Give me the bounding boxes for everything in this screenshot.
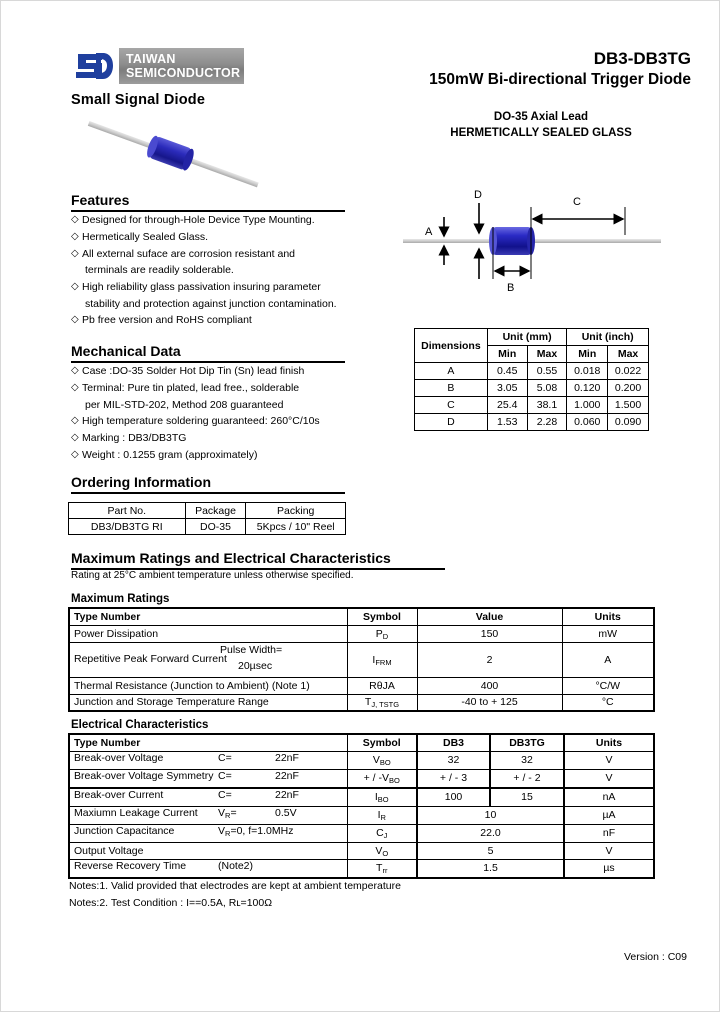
page-title: DB3-DB3TG (593, 49, 691, 68)
product-family-subtitle: Small Signal Diode (71, 92, 206, 108)
table-row (69, 642, 654, 677)
mr-row-name-cell (69, 642, 347, 677)
footnote-1: Notes:1. Valid provided that electrodes are kept at ambient temperature (69, 880, 401, 892)
dim-mm-min: 1.53 (487, 414, 527, 431)
ratings-condition-note: Rating at 25°C ambient temperature unless otherwise specified. (71, 570, 354, 581)
mr-row-units: mW (562, 625, 654, 642)
ec-row-cond-1: $V_R=$ (218, 806, 237, 820)
table-row (69, 751, 654, 769)
ordering-info-heading: Ordering Information (71, 474, 211, 490)
mr-symbol-header: Symbol (347, 608, 417, 625)
ec-units-header: Units (564, 734, 654, 751)
table-row (69, 734, 654, 751)
ec-row-name: Reverse Recovery Time (74, 859, 187, 872)
ec-row-db3: 32 (417, 751, 490, 769)
package-header: Package (185, 503, 246, 519)
table-row (69, 608, 654, 625)
ratings-section-heading: Maximum Ratings and Electrical Characteristics (71, 550, 391, 566)
feature-text-cont: terminals are readily solderable. (85, 264, 234, 277)
diamond-bullet-icon: ◇ (71, 365, 79, 376)
ec-symbol-header: Symbol (347, 734, 417, 751)
electrical-characteristics-table (68, 733, 655, 879)
table-row (415, 414, 649, 431)
features-rule (71, 210, 345, 212)
table-row (415, 397, 649, 414)
ec-row-db3tg: + / - 2 (490, 769, 564, 788)
mr-row-units: °C/W (562, 677, 654, 694)
mr-row-symbol: RθJA (347, 677, 417, 694)
ec-row-name: Junction Capacitance (74, 824, 175, 837)
features-heading: Features (71, 192, 130, 208)
mechanical-text: Weight : 0.1255 gram (approximately) (82, 448, 258, 461)
ec-row-name: Maxiumn Leakage Current (74, 806, 198, 819)
table-row (415, 363, 649, 380)
ec-row-value-merged: 1.5 (417, 859, 564, 878)
ec-row-units: nA (564, 788, 654, 807)
table-row (69, 694, 654, 711)
dim-in-max: 0.090 (608, 414, 649, 431)
table-row (69, 806, 654, 824)
dim-mm-max: 38.1 (527, 397, 567, 414)
logo-wordmark (119, 48, 244, 84)
ec-row-units: nF (564, 824, 654, 842)
mechanical-text: High temperature soldering guaranteed: 260°C/10s (82, 415, 320, 428)
table-row (415, 329, 649, 346)
ec-row-symbol: $I_R$ (347, 806, 417, 824)
mechanical-data-rule (71, 361, 345, 363)
dim-mm-min: 25.4 (487, 397, 527, 414)
package-line-1: DO-35 Axial Lead (493, 111, 589, 123)
mr-value-header: Value (417, 608, 562, 625)
mr-row-symbol: $P_D$ (347, 625, 417, 642)
ec-row-name: Break-over Voltage (74, 751, 164, 764)
table-row (415, 380, 649, 397)
logo-monogram-icon (69, 48, 119, 84)
dim-mm-max: 2.28 (527, 414, 567, 431)
ec-row-symbol: + / $-V_{BO}$ (347, 769, 417, 788)
ec-row-units: V (564, 751, 654, 769)
mechanical-text-cont: per MIL-STD-202, Method 208 guaranteed (85, 398, 284, 411)
ec-type-header: Type Number (69, 734, 347, 751)
ec-row-symbol: $C_J$ (347, 824, 417, 842)
dim-in-min: 0.060 (567, 414, 608, 431)
mr-row-cond-1: Pulse Width= (220, 643, 283, 656)
ec-row-name-cell (69, 824, 347, 842)
ec-row-cond-1: C= (218, 788, 232, 801)
dim-name: C (415, 397, 488, 414)
features-list (71, 213, 361, 330)
ordering-info-rule (71, 492, 345, 494)
ec-row-cond-2: 0.5V (275, 806, 297, 819)
company-logo (69, 48, 244, 84)
list-item (71, 280, 361, 295)
diamond-bullet-icon: ◇ (71, 431, 79, 443)
dim-label-a: A (425, 226, 433, 238)
dim-in-max: 0.022 (608, 363, 649, 380)
package-outline-drawing (403, 183, 661, 301)
page-subtitle: 150mW Bi-directional Trigger Diode (429, 71, 691, 88)
diamond-bullet-icon: ◇ (71, 247, 79, 259)
feature-text: High reliability glass passivation insuring parameter (82, 280, 321, 293)
footnote-2: Notes:2. Test Condition : I==0.5A, Rʟ=100Ω (69, 897, 273, 909)
mechanical-text: Terminal: Pure tin plated, lead free., solderable (82, 381, 300, 394)
diamond-bullet-icon: ◇ (71, 381, 79, 393)
ordering-information-table (68, 502, 346, 535)
dim-mm-max: 5.08 (527, 380, 567, 397)
mr-units-header: Units (562, 608, 654, 625)
mr-row-units: °C (562, 694, 654, 711)
ec-row-symbol: $T_{rr}$ (347, 859, 417, 878)
ec-row-name-cell (69, 788, 347, 807)
table-row (69, 503, 346, 519)
ec-row-name-cell (69, 751, 347, 769)
feature-text: Pb free version and RoHS compliant (82, 314, 252, 327)
document-version: Version : C09 (623, 951, 687, 963)
list-item (71, 414, 361, 429)
dimensions-corner-header: Dimensions (415, 329, 488, 363)
dim-mm-min: 3.05 (487, 380, 527, 397)
dim-mm-max: 0.55 (527, 363, 567, 380)
ec-row-value-merged: 5 (417, 842, 564, 859)
ec-row-name-cell (69, 806, 347, 824)
dimensions-table (414, 328, 649, 431)
package-line-2: HERMETICALLY SEALED GLASS (450, 127, 632, 139)
dim-in-max: 1.500 (608, 397, 649, 414)
diamond-bullet-icon: ◇ (71, 314, 79, 326)
logo-line-2: SEMICONDUCTOR (126, 66, 241, 80)
logo-line-1: TAIWAN (126, 52, 176, 66)
mr-row-value: 2 (417, 642, 562, 677)
mr-row-name: Power Dissipation (69, 625, 347, 642)
dim-in-min: 0.120 (567, 380, 608, 397)
packing-value: 5Kpcs / 10" Reel (246, 519, 346, 535)
list-item (71, 364, 361, 379)
ec-row-name: Break-over Current (74, 788, 164, 801)
ec-row-units: V (564, 842, 654, 859)
table-row (69, 625, 654, 642)
part-no-value: DB3/DB3TG RI (69, 519, 186, 535)
mechanical-text: Case :DO-35 Solder Hot Dip Tin (Sn) lead finish (82, 365, 305, 377)
list-item (71, 448, 361, 463)
part-no-header: Part No. (69, 503, 186, 519)
mr-row-value: 150 (417, 625, 562, 642)
list-item (71, 431, 361, 446)
diamond-bullet-icon: ◇ (71, 214, 79, 225)
feature-text-cont: stability and protection against junction contamination. (85, 297, 337, 310)
mr-row-value: 400 (417, 677, 562, 694)
ec-row-units: µs (564, 859, 654, 878)
ec-row-cond-2: 22nF (275, 769, 299, 782)
list-item (71, 313, 361, 328)
ec-row-cond-2: 22nF (275, 751, 299, 764)
elec-chars-subhead: Electrical Characteristics (71, 719, 209, 731)
dim-in-max: 0.200 (608, 380, 649, 397)
ec-row-cond-1: C= (218, 769, 232, 782)
feature-text: Designed for through-Hole Device Type Mounting. (82, 214, 315, 226)
mm-min-header: Min (487, 346, 527, 363)
ec-row-name-cell (69, 769, 347, 788)
ec-row-cond-1: $V_R=0$, f=1.0MHz (218, 824, 294, 838)
dim-in-min: 1.000 (567, 397, 608, 414)
table-row (69, 859, 654, 878)
table-row (69, 677, 654, 694)
mechanical-data-heading: Mechanical Data (71, 343, 181, 359)
dim-label-d: D (474, 189, 482, 201)
ec-row-symbol: $V_{BO}$ (347, 751, 417, 769)
mechanical-data-list (71, 364, 361, 465)
mr-row-name: Junction and Storage Temperature Range (69, 694, 347, 711)
mm-max-header: Max (527, 346, 567, 363)
ec-row-db3tg: 15 (490, 788, 564, 807)
mr-row-units: A (562, 642, 654, 677)
table-row (69, 519, 346, 535)
page-header (1, 1, 720, 139)
mr-row-value: -40 to + 125 (417, 694, 562, 711)
mr-type-header: Type Number (69, 608, 347, 625)
table-row (69, 824, 654, 842)
ec-row-value-merged: 22.0 (417, 824, 564, 842)
unit-mm-header: Unit (mm) (487, 329, 567, 346)
ec-row-cond-2: 22nF (275, 788, 299, 801)
mr-row-name: Thermal Resistance (Junction to Ambient) (Note 1) (69, 677, 347, 694)
feature-text: All external suface are corrosion resistant and (82, 247, 296, 260)
ec-row-value-merged: 10 (417, 806, 564, 824)
ec-row-symbol: $V_O$ (347, 842, 417, 859)
table-row (69, 788, 654, 807)
ec-row-name: Break-over Voltage Symmetry (74, 769, 214, 782)
package-value: DO-35 (185, 519, 246, 535)
table-row (69, 769, 654, 788)
dim-name: B (415, 380, 488, 397)
diamond-bullet-icon: ◇ (71, 415, 79, 427)
mr-row-name: Repetitive Peak Forward Current (74, 652, 227, 665)
ec-row-units: µA (564, 806, 654, 824)
footnotes (69, 878, 401, 912)
unit-inch-header: Unit (inch) (567, 329, 649, 346)
inch-min-header: Min (567, 346, 608, 363)
ec-row-cond-1: (Note2) (218, 859, 254, 872)
ec-row-db3tg: 32 (490, 751, 564, 769)
dim-label-b: B (507, 282, 515, 294)
dim-mm-min: 0.45 (487, 363, 527, 380)
mr-row-cond-2: 20µsec (238, 659, 273, 672)
packing-header: Packing (246, 503, 346, 519)
ec-db3tg-header: DB3TG (490, 734, 564, 751)
list-item (71, 381, 361, 396)
ec-row-db3: 100 (417, 788, 490, 807)
dim-in-min: 0.018 (567, 363, 608, 380)
ec-row-cond-1: C= (218, 751, 232, 764)
list-item (71, 230, 361, 245)
diamond-bullet-icon: ◇ (71, 448, 79, 460)
ec-row-name-cell (69, 859, 347, 878)
dim-label-c: C (573, 196, 581, 208)
dim-name: A (415, 363, 488, 380)
mr-row-symbol: $I_{FRM}$ (347, 642, 417, 677)
product-photo (79, 113, 269, 198)
maximum-ratings-table (68, 607, 655, 712)
list-item (71, 213, 361, 228)
feature-text: Hermetically Sealed Glass. (82, 230, 209, 243)
ec-row-symbol: $I_{BO}$ (347, 788, 417, 807)
ec-row-name: Output Voltage (69, 842, 347, 859)
ec-row-units: V (564, 769, 654, 788)
diamond-bullet-icon: ◇ (71, 230, 79, 242)
mr-row-symbol: $T_{J, TSTG}$ (347, 694, 417, 711)
table-row (69, 842, 654, 859)
list-item (71, 247, 361, 262)
diamond-bullet-icon: ◇ (71, 280, 79, 292)
max-ratings-subhead: Maximum Ratings (71, 593, 170, 605)
dim-name: D (415, 414, 488, 431)
ec-db3-header: DB3 (417, 734, 490, 751)
ec-row-db3: + / - 3 (417, 769, 490, 788)
mechanical-text: Marking : DB3/DB3TG (82, 431, 187, 444)
inch-max-header: Max (608, 346, 649, 363)
